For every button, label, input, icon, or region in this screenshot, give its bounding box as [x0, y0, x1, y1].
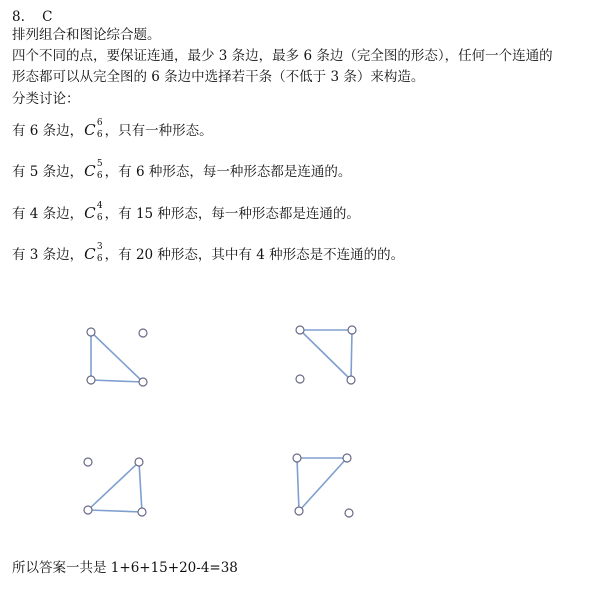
graph-edge [91, 380, 143, 382]
graph-node [138, 508, 146, 516]
problem-type-line: 排列组合和图论综合题。 [12, 27, 161, 43]
intro-line-2: 形态都可以从完全图的 6 条边中选择若干条（不低于 3 条）来构造。 [12, 69, 425, 85]
graph-node [135, 458, 143, 466]
graph-node [84, 506, 92, 514]
graph-edge [300, 330, 351, 380]
graph-node [296, 375, 304, 383]
graph-node [348, 326, 356, 334]
question-number: 8. [12, 9, 25, 25]
graph-3 [84, 458, 146, 516]
graph-edge [139, 462, 142, 512]
graph-edge [297, 458, 299, 511]
comb-base: C [84, 121, 96, 139]
conclusion-line: 所以答案一共是 1+6+15+20-4=38 [12, 560, 238, 576]
comb-sub: 6 [96, 213, 103, 223]
graph-2 [296, 326, 356, 384]
case-prefix: 有 6 条边， [12, 123, 84, 139]
case-suffix: ，有 6 种形态，每一种形态都是连通的。 [104, 164, 352, 180]
case-suffix: ，有 20 种形态，其中有 4 种形态是不连通的的。 [104, 247, 405, 263]
case-prefix: 有 4 条边， [12, 206, 84, 222]
comb-sup: 5 [96, 159, 103, 169]
graph-1 [87, 328, 147, 386]
case-prefix: 有 5 条边， [12, 164, 84, 180]
graph-node [87, 376, 95, 384]
graph-node [347, 376, 355, 384]
comb-sub: 6 [96, 254, 103, 264]
graph-node [293, 454, 301, 462]
graph-edge [351, 330, 352, 380]
comb-sup: 4 [96, 201, 103, 211]
graph-node [343, 454, 351, 462]
comb-sup: 6 [96, 118, 103, 128]
comb-sub: 6 [96, 130, 103, 140]
graph-node [87, 328, 95, 336]
comb-sub: 6 [96, 171, 103, 181]
graph-edge [88, 510, 142, 512]
graph-edge [299, 458, 347, 511]
comb-sup: 3 [96, 242, 103, 252]
question-answer: C [42, 9, 53, 25]
graph-node [84, 458, 92, 466]
comb-base: C [84, 162, 96, 180]
classify-line: 分类讨论： [12, 91, 80, 107]
comb-base: C [84, 204, 96, 222]
graph-node [345, 509, 353, 517]
graph-edge [91, 332, 143, 382]
case-suffix: ，有 15 种形态，每一种形态都是连通的。 [104, 206, 360, 222]
graph-node [139, 329, 147, 337]
graph-4 [293, 454, 353, 517]
intro-line-1: 四个不同的点，要保证连通，最少 3 条边，最多 6 条边（完全图的形态），任何一个连通的 [12, 48, 553, 64]
graph-node [139, 378, 147, 386]
graph-node [296, 326, 304, 334]
graph-edge [88, 462, 139, 510]
case-suffix: ，只有一种形态。 [104, 123, 213, 139]
comb-base: C [84, 245, 96, 263]
graph-node [295, 507, 303, 515]
case-prefix: 有 3 条边， [12, 247, 84, 263]
